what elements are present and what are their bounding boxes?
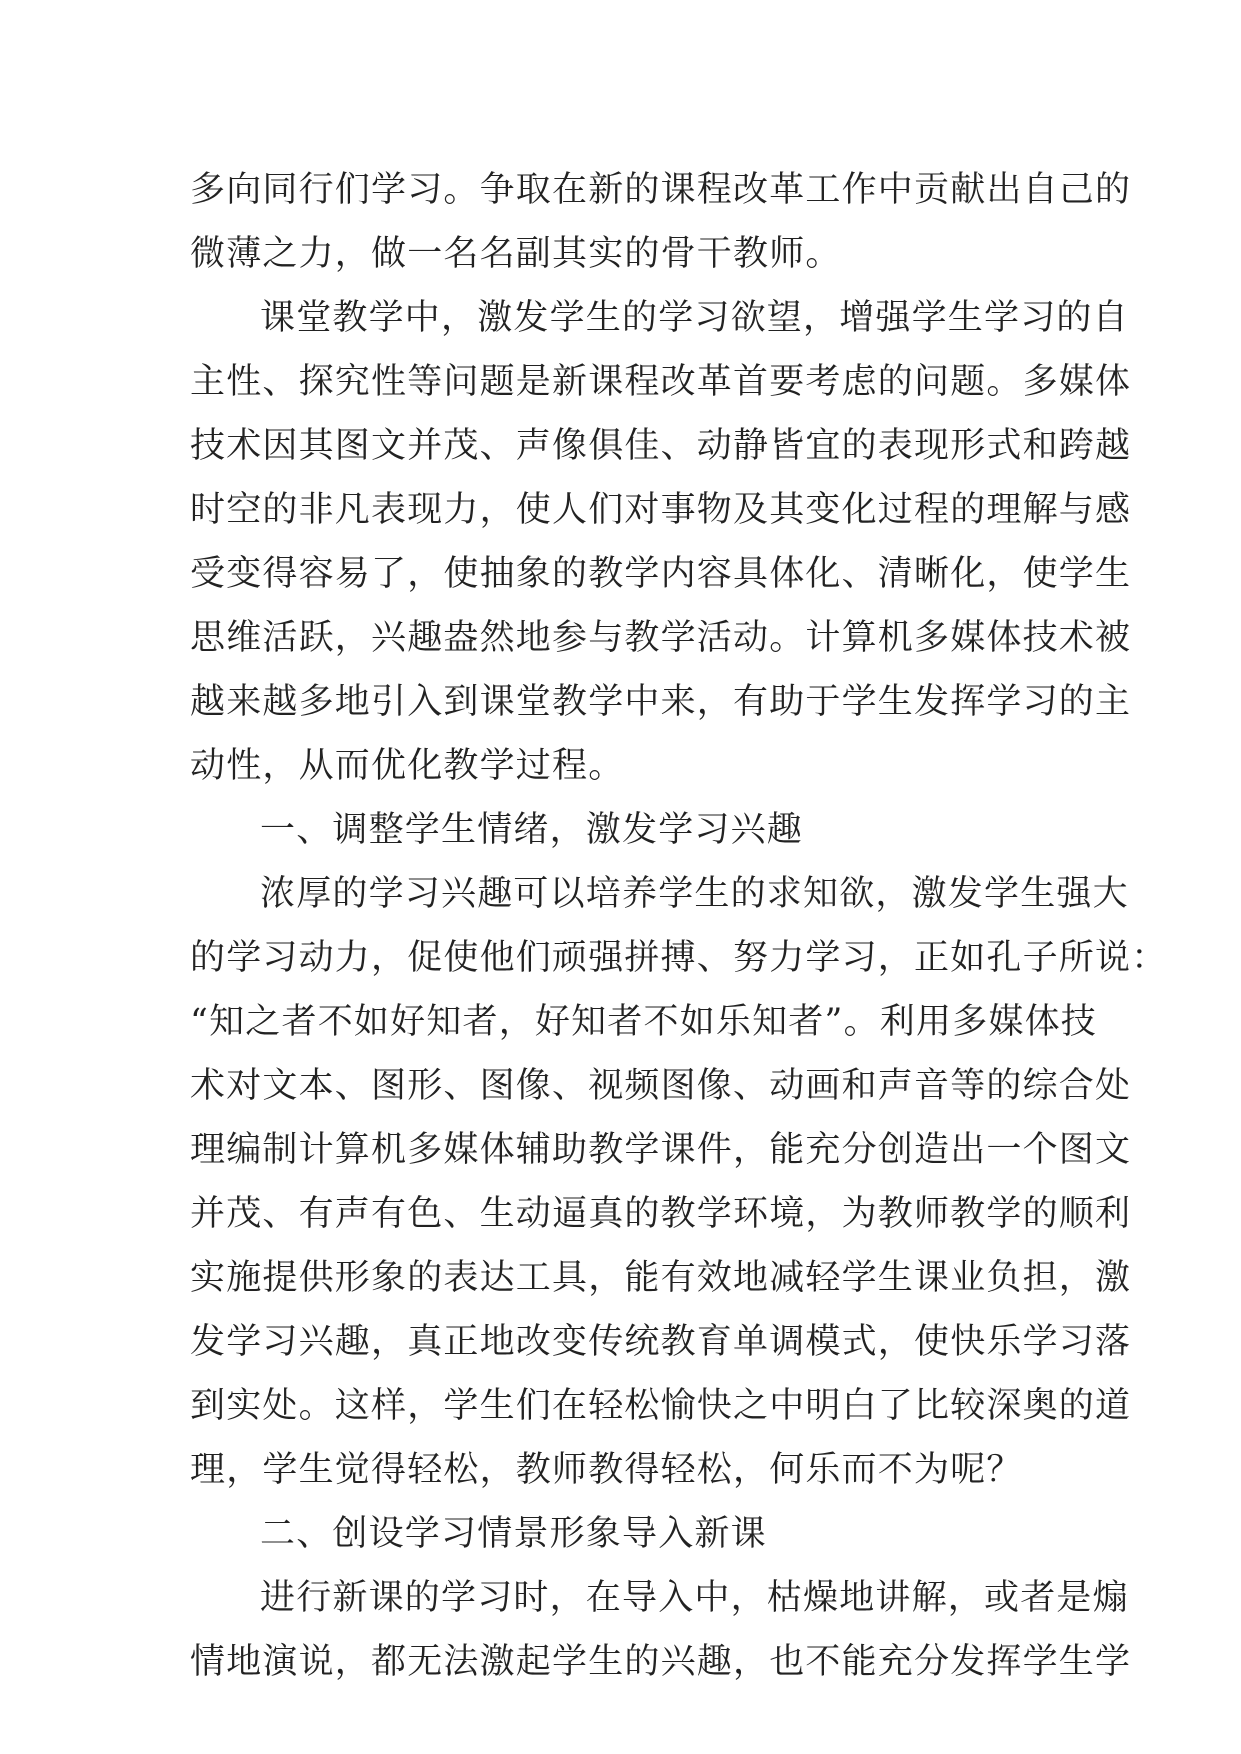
text-line: 情地演说，都无法激起学生的兴趣，也不能充分发挥学生学 bbox=[190, 1642, 1132, 1682]
text-line: 的学习动力，促使他们顽强拼搏、努力学习，正如孔子所说： bbox=[190, 938, 1168, 978]
text-line: 术对文本、图形、图像、视频图像、动画和声音等的综合处 bbox=[190, 1066, 1132, 1106]
document-body bbox=[190, 158, 1168, 1694]
text-line: 动性，从而优化教学过程。 bbox=[190, 746, 625, 786]
paragraph-start-line: 浓厚的学习兴趣可以培养学生的求知欲，激发学生强大 bbox=[260, 874, 1129, 914]
paragraph-start-line: 课堂教学中，激发学生的学习欲望，增强学生学习的自 bbox=[260, 298, 1129, 338]
text-line: 实施提供形象的表达工具，能有效地减轻学生课业负担，激 bbox=[190, 1258, 1132, 1298]
text-line: 多向同行们学习。争取在新的课程改革工作中贡献出自己的 bbox=[190, 170, 1132, 210]
text-line: 到实处。这样，学生们在轻松愉快之中明白了比较深奥的道 bbox=[190, 1386, 1132, 1426]
text-line: 技术因其图文并茂、声像俱佳、动静皆宜的表现形式和跨越 bbox=[190, 426, 1132, 466]
text-line: 时空的非凡表现力，使人们对事物及其变化过程的理解与感 bbox=[190, 490, 1132, 530]
text-line: 微薄之力，做一名名副其实的骨干教师。 bbox=[190, 234, 842, 274]
text-line: “知之者不如好知者，好知者不如乐知者”。利用多媒体技 bbox=[190, 1002, 1097, 1042]
text-line: 越来越多地引入到课堂教学中来，有助于学生发挥学习的主 bbox=[190, 682, 1132, 722]
text-line: 理编制计算机多媒体辅助教学课件，能充分创造出一个图文 bbox=[190, 1130, 1132, 1170]
text-line: 思维活跃，兴趣盎然地参与教学活动。计算机多媒体技术被 bbox=[190, 618, 1132, 658]
section-heading: 一、调整学生情绪，激发学习兴趣 bbox=[260, 810, 804, 850]
text-line: 发学习兴趣，真正地改变传统教育单调模式，使快乐学习落 bbox=[190, 1322, 1132, 1362]
text-line: 并茂、有声有色、生动逼真的教学环境，为教师教学的顺利 bbox=[190, 1194, 1132, 1234]
text-line: 受变得容易了，使抽象的教学内容具体化、清晰化，使学生 bbox=[190, 554, 1132, 594]
paragraph-start-line: 进行新课的学习时，在导入中，枯燥地讲解，或者是煽 bbox=[260, 1578, 1129, 1618]
section-heading: 二、创设学习情景形象导入新课 bbox=[260, 1514, 767, 1554]
text-line: 理，学生觉得轻松，教师教得轻松，何乐而不为呢？ bbox=[190, 1450, 1023, 1490]
text-line: 主性、探究性等问题是新课程改革首要考虑的问题。多媒体 bbox=[190, 362, 1132, 402]
